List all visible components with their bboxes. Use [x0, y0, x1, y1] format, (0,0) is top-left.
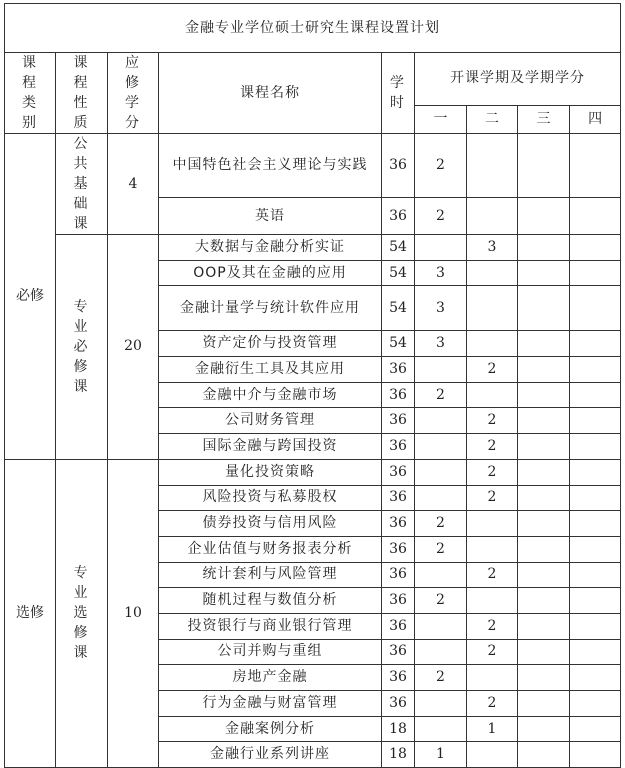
semester-1-credit: [415, 459, 467, 485]
header-semester-3: 三: [518, 105, 570, 133]
course-hours: 36: [382, 459, 415, 485]
header-semester-2: 二: [467, 105, 518, 133]
nature-prof-required: 专业必修课: [56, 235, 108, 460]
course-hours: 54: [382, 286, 415, 331]
course-name: 金融行业系列讲座: [159, 742, 382, 768]
semester-1-credit: [415, 408, 467, 434]
semester-3-credit: [518, 198, 570, 235]
course-hours: 36: [382, 536, 415, 562]
semester-3-credit: [518, 562, 570, 588]
credits-prof-required: 20: [108, 235, 159, 460]
semester-2-credit: [467, 742, 518, 768]
course-hours: 18: [382, 742, 415, 768]
semester-3-credit: [518, 286, 570, 331]
semester-2-credit: 2: [467, 562, 518, 588]
semester-2-credit: [467, 536, 518, 562]
course-name: 债券投资与信用风险: [159, 511, 382, 537]
semester-4-credit: [570, 588, 621, 614]
semester-4-credit: [570, 613, 621, 639]
course-hours: 36: [382, 408, 415, 434]
semester-2-credit: [467, 511, 518, 537]
semester-4-credit: [570, 691, 621, 717]
course-name: 金融衍生工具及其应用: [159, 357, 382, 383]
category-required: 必修: [5, 134, 56, 460]
semester-1-credit: [415, 613, 467, 639]
table-row: [5, 134, 621, 198]
semester-1-credit: [415, 485, 467, 511]
semester-4-credit: [570, 665, 621, 691]
semester-1-credit: [415, 716, 467, 742]
course-name: 企业估值与财务报表分析: [159, 536, 382, 562]
course-hours: 36: [382, 134, 415, 198]
semester-2-credit: [467, 260, 518, 286]
course-name: 行为金融与财富管理: [159, 691, 382, 717]
course-hours: 36: [382, 485, 415, 511]
semester-2-credit: [467, 331, 518, 357]
semester-3-credit: [518, 716, 570, 742]
semester-4-credit: [570, 134, 621, 198]
course-hours: 54: [382, 331, 415, 357]
header-credits: 应修学分: [108, 53, 159, 134]
semester-1-credit: 3: [415, 286, 467, 331]
semester-1-credit: 2: [415, 198, 467, 235]
course-name: 金融案例分析: [159, 716, 382, 742]
semester-2-credit: [467, 198, 518, 235]
semester-4-credit: [570, 485, 621, 511]
semester-3-credit: [518, 588, 570, 614]
semester-2-credit: 2: [467, 639, 518, 665]
semester-3-credit: [518, 331, 570, 357]
semester-4-credit: [570, 511, 621, 537]
semester-1-credit: 3: [415, 331, 467, 357]
semester-3-credit: [518, 536, 570, 562]
semester-3-credit: [518, 665, 570, 691]
semester-2-credit: 2: [467, 613, 518, 639]
semester-4-credit: [570, 562, 621, 588]
semester-3-credit: [518, 613, 570, 639]
semester-4-credit: [570, 459, 621, 485]
course-name: OOP及其在金融的应用: [159, 260, 382, 286]
semester-3-credit: [518, 434, 570, 460]
semester-2-credit: [467, 134, 518, 198]
course-hours: 36: [382, 357, 415, 383]
course-hours: 36: [382, 434, 415, 460]
header-course-name: 课程名称: [159, 53, 382, 134]
credits-public: 4: [108, 134, 159, 235]
semester-3-credit: [518, 235, 570, 261]
semester-2-credit: 1: [467, 716, 518, 742]
semester-2-credit: 2: [467, 485, 518, 511]
semester-2-credit: [467, 588, 518, 614]
nature-public: 公共基础课: [56, 134, 108, 235]
header-semester-4: 四: [570, 105, 621, 133]
semester-1-credit: 2: [415, 588, 467, 614]
semester-1-credit: 2: [415, 382, 467, 408]
semester-2-credit: [467, 665, 518, 691]
course-name: 中国特色社会主义理论与实践: [159, 134, 382, 198]
semester-1-credit: 3: [415, 260, 467, 286]
semester-2-credit: 2: [467, 357, 518, 383]
semester-2-credit: [467, 382, 518, 408]
course-hours: 36: [382, 198, 415, 235]
semester-2-credit: 2: [467, 691, 518, 717]
course-name: 金融中介与金融市场: [159, 382, 382, 408]
semester-1-credit: [415, 357, 467, 383]
semester-3-credit: [518, 691, 570, 717]
course-hours: 36: [382, 562, 415, 588]
semester-3-credit: [518, 742, 570, 768]
course-hours: 36: [382, 665, 415, 691]
course-name: 公司并购与重组: [159, 639, 382, 665]
category-elective: 选修: [5, 459, 56, 767]
header-semester-1: 一: [415, 105, 467, 133]
semester-4-credit: [570, 382, 621, 408]
course-name: 资产定价与投资管理: [159, 331, 382, 357]
semester-3-credit: [518, 459, 570, 485]
table-row: [5, 235, 621, 261]
semester-1-credit: [415, 562, 467, 588]
semester-4-credit: [570, 408, 621, 434]
semester-1-credit: [415, 434, 467, 460]
semester-1-credit: 1: [415, 742, 467, 768]
semester-2-credit: 2: [467, 459, 518, 485]
course-hours: 54: [382, 260, 415, 286]
semester-3-credit: [518, 485, 570, 511]
semester-4-credit: [570, 639, 621, 665]
semester-3-credit: [518, 639, 570, 665]
semester-4-credit: [570, 434, 621, 460]
semester-1-credit: 2: [415, 134, 467, 198]
semester-4-credit: [570, 286, 621, 331]
course-hours: 36: [382, 382, 415, 408]
semester-1-credit: [415, 691, 467, 717]
course-name: 房地产金融: [159, 665, 382, 691]
course-name: 统计套利与风险管理: [159, 562, 382, 588]
header-category: 课程类别: [5, 53, 56, 134]
credits-prof-elective: 10: [108, 459, 159, 767]
semester-4-credit: [570, 716, 621, 742]
semester-4-credit: [570, 260, 621, 286]
table-row: [5, 459, 621, 485]
semester-2-credit: 3: [467, 235, 518, 261]
course-name: 金融计量学与统计软件应用: [159, 286, 382, 331]
course-hours: 18: [382, 716, 415, 742]
course-name: 大数据与金融分析实证: [159, 235, 382, 261]
header-hours: 学时: [382, 53, 415, 134]
semester-1-credit: 2: [415, 536, 467, 562]
course-hours: 54: [382, 235, 415, 261]
semester-4-credit: [570, 357, 621, 383]
semester-4-credit: [570, 331, 621, 357]
course-name: 英语: [159, 198, 382, 235]
course-hours: 36: [382, 613, 415, 639]
course-name: 随机过程与数值分析: [159, 588, 382, 614]
semester-4-credit: [570, 235, 621, 261]
course-plan-table: [4, 3, 621, 768]
course-hours: 36: [382, 639, 415, 665]
course-hours: 36: [382, 691, 415, 717]
semester-2-credit: 2: [467, 408, 518, 434]
semester-3-credit: [518, 408, 570, 434]
semester-1-credit: [415, 639, 467, 665]
semester-4-credit: [570, 198, 621, 235]
course-name: 风险投资与私募股权: [159, 485, 382, 511]
header-nature: 课程性质: [56, 53, 108, 134]
course-name: 公司财务管理: [159, 408, 382, 434]
semester-2-credit: [467, 286, 518, 331]
semester-3-credit: [518, 511, 570, 537]
semester-3-credit: [518, 357, 570, 383]
course-hours: 36: [382, 588, 415, 614]
semester-3-credit: [518, 260, 570, 286]
semester-4-credit: [570, 536, 621, 562]
semester-1-credit: [415, 235, 467, 261]
course-name: 投资银行与商业银行管理: [159, 613, 382, 639]
semester-3-credit: [518, 134, 570, 198]
semester-3-credit: [518, 382, 570, 408]
course-hours: 36: [382, 511, 415, 537]
header-semester-group: 开课学期及学期学分: [415, 53, 621, 106]
semester-1-credit: 2: [415, 665, 467, 691]
course-name: 国际金融与跨国投资: [159, 434, 382, 460]
table-title: 金融专业学位硕士研究生课程设置计划: [5, 4, 621, 53]
semester-2-credit: 2: [467, 434, 518, 460]
semester-4-credit: [570, 742, 621, 768]
nature-prof-elective: 专业选修课: [56, 459, 108, 767]
semester-1-credit: 2: [415, 511, 467, 537]
course-name: 量化投资策略: [159, 459, 382, 485]
